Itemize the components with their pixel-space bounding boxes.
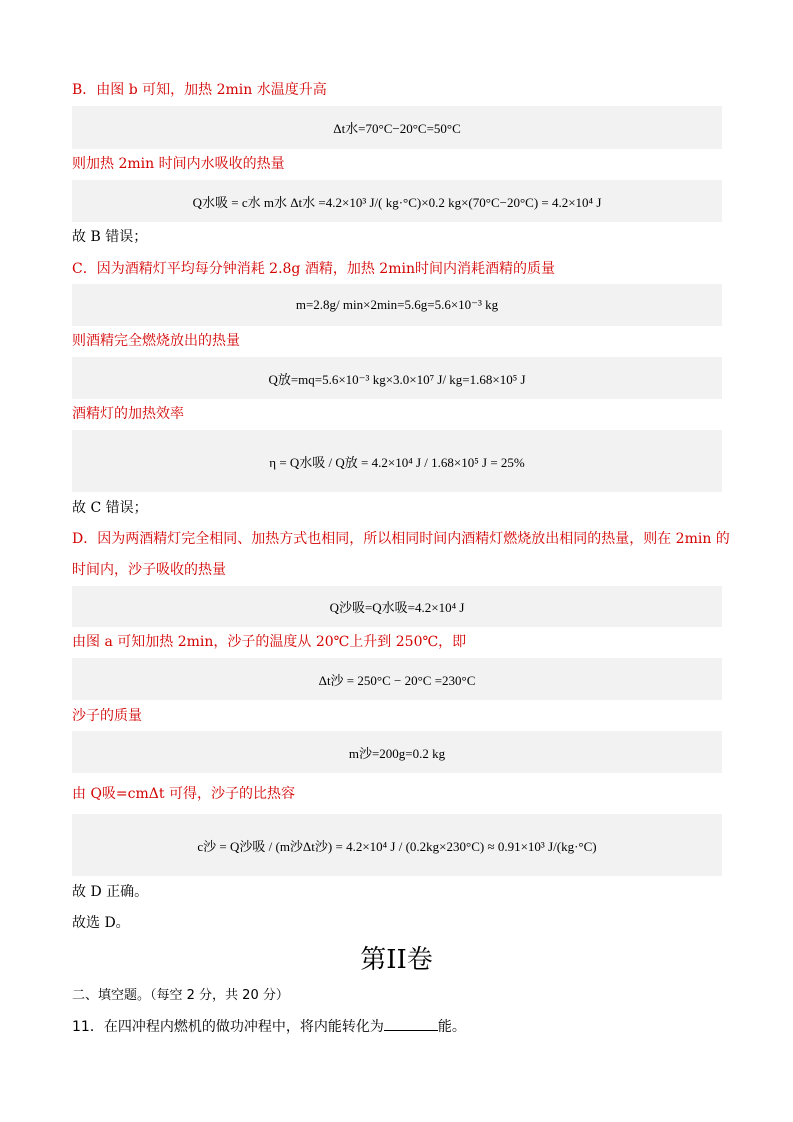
formula-delta-t-water <box>72 106 722 149</box>
formula-q-water <box>72 180 722 222</box>
formula-text: η = Q水吸 / Q放 = 4.2×10⁴ J / 1.68×10⁵ J = 25% <box>269 454 525 470</box>
section-heading: 二、填空题。（每空 2 分，共 20 分） <box>72 988 289 1003</box>
option-c-conclusion: 故 C 错误； <box>72 500 148 516</box>
option-d-conclusion: 故 D 正确。 <box>72 884 149 900</box>
option-d-text-specific-heat: 由 Q吸=cmΔt 可得，沙子的比热容 <box>72 786 295 802</box>
question-11-suffix: 能。 <box>437 1019 466 1035</box>
formula-text: m=2.8g/ min×2min=5.6g=5.6×10⁻³ kg <box>295 297 499 312</box>
formula-text: Q放=mq=5.6×10⁻³ kg×3.0×10⁷ J/ kg=1.68×10⁵ J <box>268 371 526 387</box>
option-c-text: 则酒精完全燃烧放出的热量 <box>72 333 240 349</box>
formula-mass-alcohol <box>72 284 722 326</box>
option-d-intro-line2: 时间内，沙子吸收的热量 <box>72 562 226 578</box>
question-11-text: 11．在四冲程内燃机的做功冲程中，将内能转化为 <box>72 1019 384 1035</box>
formula-q-released <box>72 357 722 399</box>
option-b-conclusion: 故 B 错误； <box>72 229 148 245</box>
formula-q-sand <box>72 586 722 627</box>
formula-text: Δt沙 = 250°C − 20°C =230°C <box>318 672 476 688</box>
formula-text: Q水吸 = c水 m水 Δt水 =4.2×10³ J/( kg·°C)×0.2 kg×(70°C−20°C) = 4.2×10⁴ J <box>192 194 602 210</box>
formula-delta-t-sand <box>72 658 722 700</box>
option-d-text-temp: 由图 a 可知加热 2min，沙子的温度从 20℃上升到 250℃，即 <box>72 634 467 650</box>
option-b-intro: B．由图 b 可知，加热 2min 水温度升高 <box>72 82 327 98</box>
formula-specific-heat-sand <box>72 814 722 876</box>
option-d-intro-line1: D．因为两酒精灯完全相同、加热方式也相同，所以相同时间内酒精灯燃烧放出相同的热量，则在 2min 的 <box>72 531 730 547</box>
question-11 <box>72 1016 466 1037</box>
part-title: 第II卷 <box>360 945 433 975</box>
option-b-text: 则加热 2min 时间内水吸收的热量 <box>72 156 285 172</box>
formula-text: c沙 = Q沙吸 / (m沙Δt沙) = 4.2×10⁴ J / (0.2kg×230°C) ≈ 0.91×10³ J/(kg·°C) <box>197 838 597 854</box>
formula-text: Q沙吸=Q水吸=4.2×10⁴ J <box>329 600 465 615</box>
option-c-intro: C．因为酒精灯平均每分钟消耗 2.8g 酒精，加热 2min时间内消耗酒精的质量 <box>72 261 555 277</box>
formula-efficiency <box>72 430 722 492</box>
final-answer: 故选 D。 <box>72 915 130 931</box>
formula-text: Δt水=70°C−20°C=50°C <box>333 121 461 136</box>
formula-text: m沙=200g=0.2 kg <box>348 745 446 761</box>
option-d-text-mass: 沙子的质量 <box>72 708 142 724</box>
option-c-text-efficiency: 酒精灯的加热效率 <box>72 406 184 422</box>
answer-blank[interactable] <box>384 1016 438 1031</box>
formula-mass-sand <box>72 731 722 773</box>
